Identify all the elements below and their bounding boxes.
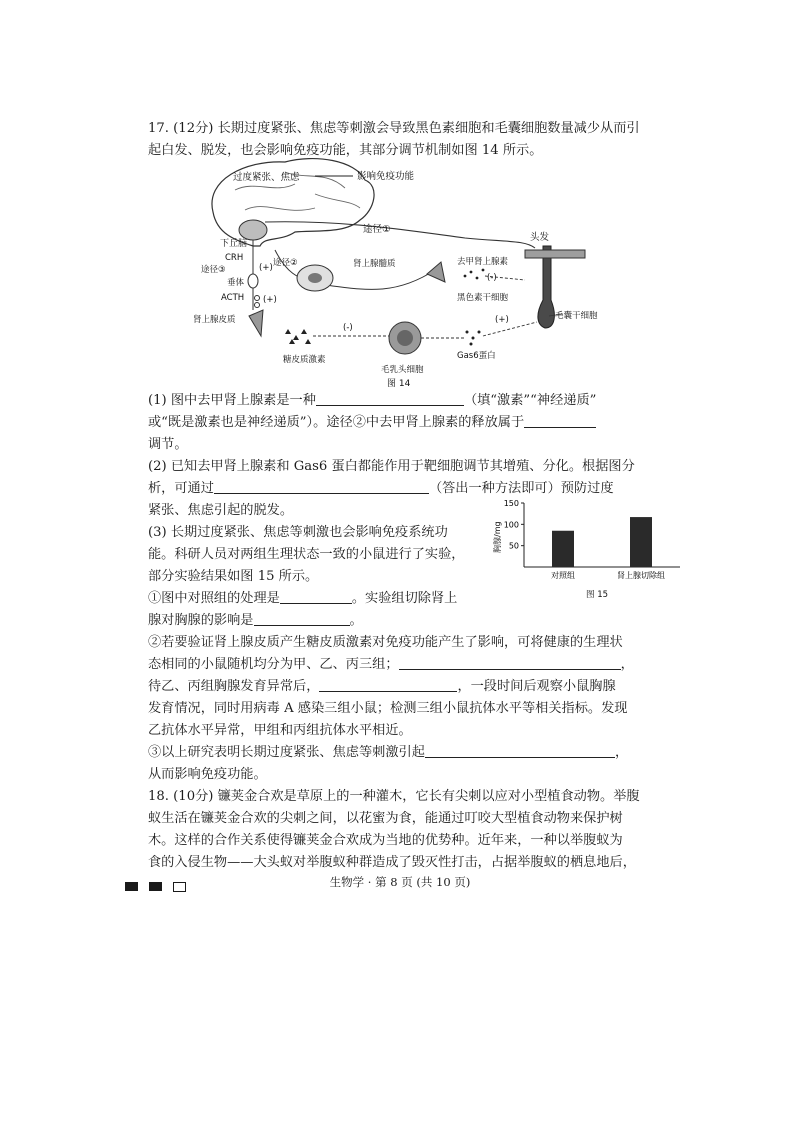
hypothalamus-label: 下丘脑 [220, 239, 248, 249]
answer-blank-5[interactable] [254, 611, 350, 626]
q17-s2-line-1: (2) 已知去甲肾上腺素和 Gas6 蛋白都能作用于靶细胞调节其增殖、分化。根据图分 [148, 459, 635, 474]
answer-blank-7[interactable] [319, 677, 457, 692]
q18-line-1: 18. (10分) 镰荚金合欢是草原上的一种灌木，它长有尖刺以应对小型植食动物。举腹 [148, 789, 640, 804]
q17-s3-line-1: (3) 长期过度紧张、焦虑等刺激也会影响免疫系统功 [148, 525, 448, 540]
hair-stem-label: 毛囊干细胞 [555, 311, 598, 321]
immune-label: 影响免疫功能 [357, 171, 415, 182]
norepinephrine-minus: (-) [487, 273, 497, 283]
answer-blank-4[interactable] [280, 589, 352, 604]
q17-s1-line-3: 调节。 [148, 437, 188, 452]
q17-s2-line-2: 析，可通过 （答出一种方法即可）预防过度 [148, 481, 614, 496]
q17-s3b-line-4: 发育情况，同时用病毒 A 感染三组小鼠；检测三组小鼠抗体水平等相关指标。发现 [148, 701, 628, 716]
norepinephrine-label: 去甲肾上腺素 [457, 257, 509, 267]
q17-intro-line-2: 起白发、脱发，也会影响免疫功能，其部分调节机制如图 14 所示。 [148, 143, 543, 158]
answer-blank-1[interactable] [316, 391, 464, 406]
adrenal-medulla-label: 肾上腺髓质 [353, 259, 396, 269]
fig15-ylabel: 胸腺/mg [493, 521, 502, 553]
fig15-category-label: 肾上腺切除组 [617, 571, 665, 580]
pathway-3-label: 途径③ [201, 265, 226, 275]
q17-s3b-line-3: 待乙、丙组胸腺发育异常后， ，一段时间后观察小鼠胸腺 [148, 679, 616, 694]
answer-blank-2[interactable] [524, 413, 596, 428]
q17-s1-line-1: (1) 图中去甲肾上腺素是一种 （填“激素”“神经递质” [148, 393, 597, 408]
q17-s3a-line-2: 腺对胸腺的影响是 。 [148, 613, 363, 628]
figure-14-caption: 图 14 [387, 379, 411, 389]
q17-s3b-line-1: ②若要验证肾上腺皮质产生糖皮质激素对免疫功能产生了影响，可将健康的生理状 [148, 635, 623, 650]
answer-blank-8[interactable] [425, 743, 615, 758]
adrenal-cortex-label: 肾上腺皮质 [193, 315, 236, 325]
answer-blank-3[interactable] [214, 479, 429, 494]
fig15-bar-2 [630, 517, 652, 567]
q17-intro-line-1: 17. (12分) 长期过度紧张、焦虑等刺激会导致黑色素细胞和毛囊细胞数量减少从而引 [148, 121, 640, 136]
q17-s2-line-3: 紧张、焦虑引起的脱发。 [148, 503, 294, 518]
answer-blank-6[interactable] [399, 655, 621, 670]
gas6-plus: (+) [495, 315, 509, 325]
fig15-ytick-label: 50 [508, 541, 519, 551]
q17-s3c-line-2: 从而影响免疫功能。 [148, 767, 267, 782]
figure-15-chart [490, 495, 685, 600]
q18-line-2: 蚁生活在镰荚金合欢的尖刺之间，以花蜜为食，能通过叮咬大型植食动物来保护树 [148, 811, 623, 826]
acth-label: ACTH [221, 293, 245, 303]
fig15-ytick-label: 150 [503, 499, 519, 508]
q17-s3b-line-5: 乙抗体水平异常，甲组和丙组抗体水平相近。 [148, 723, 412, 738]
crh-plus: (+) [259, 263, 273, 273]
acth-plus: (+) [263, 295, 277, 305]
q17-s3b-line-2: 态相同的小鼠随机均分为甲、乙、丙三组； ， [148, 657, 634, 672]
stimulus-label: 过度紧张、焦虑 [233, 172, 300, 183]
glucocorticoid-label: 糖皮质激素 [283, 355, 326, 365]
glucocorticoid-minus: (-) [343, 323, 353, 333]
fig15-bar-1 [552, 531, 574, 567]
fig15-category-label: 对照组 [551, 571, 575, 580]
pituitary-label: 垂体 [227, 278, 245, 288]
pathway-1-label: 途径① [363, 224, 391, 235]
gas6-label: Gas6蛋白 [457, 351, 496, 361]
melanocyte-stem-label: 黑色素干细胞 [457, 293, 509, 303]
crh-label: CRH [225, 253, 244, 263]
fig15-caption: 图 15 [586, 590, 609, 600]
page-footer: 生物学 · 第 8 页 (共 10 页) [329, 875, 471, 889]
figure-14-diagram [165, 150, 625, 390]
papilla-label: 毛乳头细胞 [381, 365, 424, 375]
fig15-ytick-label: 100 [503, 520, 519, 530]
q18-line-3: 木。这样的合作关系使得镰荚金合欢成为当地的优势种。近年来，一种以举腹蚁为 [148, 833, 623, 848]
q17-s3a-line-1: ①图中对照组的处理是 。实验组切除肾上 [148, 591, 458, 606]
pathway-2-label: 途径② [273, 258, 298, 268]
q18-line-4: 食的入侵生物——大头蚁对举腹蚁种群造成了毁灭性打击，占据举腹蚁的栖息地后， [148, 855, 636, 870]
hair-label: 头发 [530, 232, 550, 243]
q17-s3c-line-1: ③以上研究表明长期过度紧张、焦虑等刺激引起 ， [148, 745, 629, 760]
q17-s3-line-2: 能。科研人员对两组生理状态一致的小鼠进行了实验， [148, 547, 465, 562]
q17-s1-line-2: 或“既是激素也是神经递质”）。途径②中去甲肾上腺素的释放属于 [148, 412, 648, 434]
q17-s3-line-3: 部分实验结果如图 15 所示。 [148, 569, 319, 584]
